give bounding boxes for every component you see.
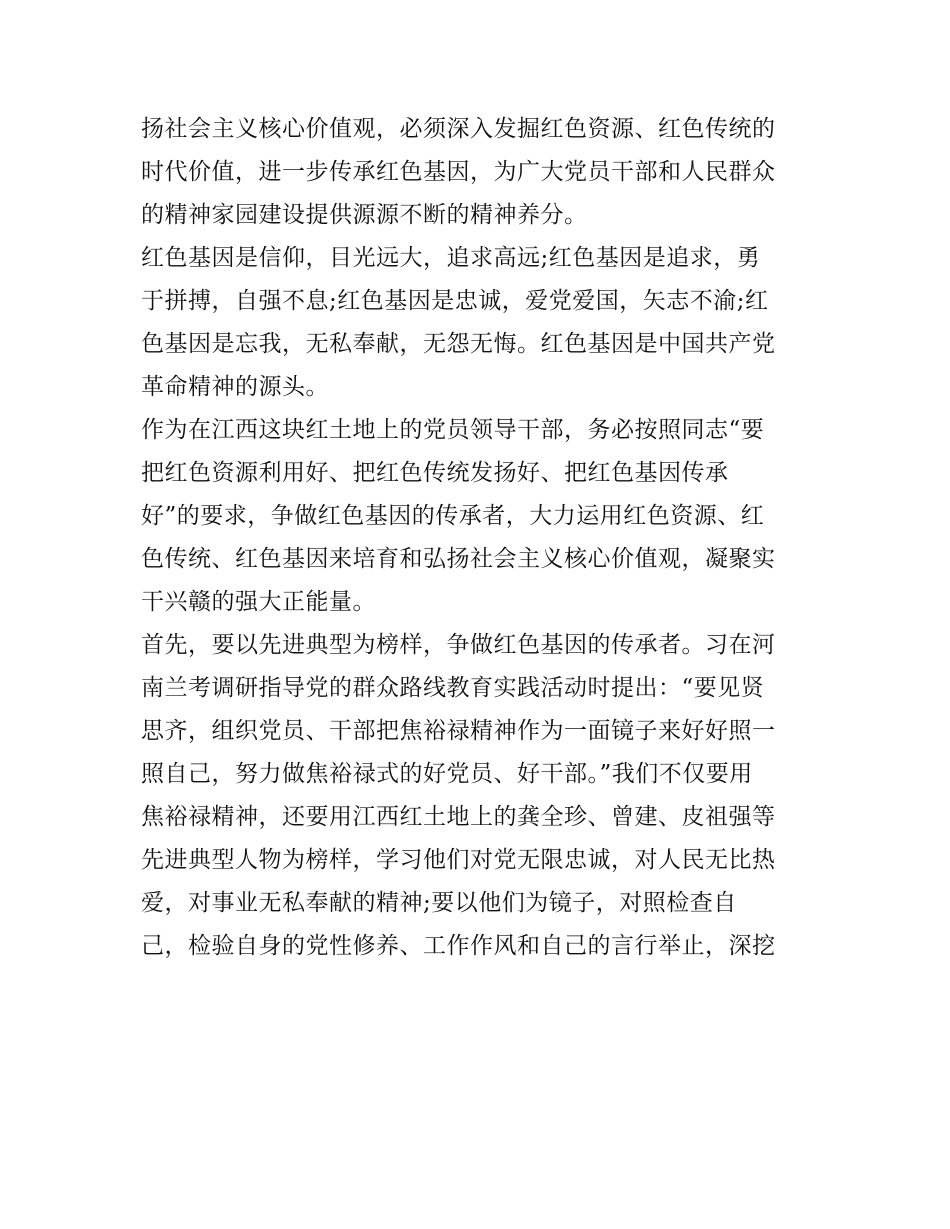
- text-line: 好”的要求，争做红色基因的传承者，大力运用红色资源、红: [141, 503, 765, 529]
- text-line: 红色基因是信仰，目光远大，追求高远;红色基因是追求，勇: [141, 245, 761, 271]
- text-line: 扬社会主义核心价值观，必须深入发掘红色资源、红色传统的: [141, 116, 776, 142]
- text-line: 首先，要以先进典型为榜样，争做红色基因的传承者。习在河: [141, 632, 776, 658]
- text-line: 作为在江西这块红土地上的党员领导干部，务必按照同志“要: [141, 417, 765, 443]
- text-line: 南兰考调研指导党的群众路线教育实践活动时提出：“要见贤: [141, 675, 765, 701]
- text-line: 把红色资源利用好、把红色传统发扬好、把红色基因传承: [141, 460, 729, 486]
- text-line: 照自己，努力做焦裕禄式的好党员、好干部。”我们不仅要用: [141, 761, 753, 787]
- text-line: 色传统、红色基因来培育和弘扬社会主义核心价值观，凝聚实: [141, 546, 776, 572]
- text-line: 的精神家园建设提供源源不断的精神养分。: [141, 202, 588, 228]
- text-line: 爱，对事业无私奉献的精神;要以他们为镜子，对照检查自: [141, 890, 737, 916]
- text-line: 焦裕禄精神，还要用江西红土地上的龚全珍、曾建、皮祖强等: [141, 804, 776, 830]
- text-line: 先进典型人物为榜样，学习他们对党无限忠诚，对人民无比热: [141, 847, 776, 873]
- text-line: 己，检验自身的党性修养、工作作风和自己的言行举止，深挖: [141, 933, 776, 959]
- text-line: 革命精神的源头。: [141, 374, 329, 400]
- document-body: [141, 108, 821, 968]
- text-line: 干兴赣的强大正能量。: [141, 589, 376, 615]
- text-line: 时代价值，进一步传承红色基因，为广大党员干部和人民群众: [141, 159, 776, 185]
- text-line: 于拼搏，自强不息;红色基因是忠诚，爱党爱国，矢志不渝;红: [141, 288, 769, 314]
- text-line: 色基因是忘我，无私奉献，无怨无悔。红色基因是中国共产党: [141, 331, 776, 357]
- text-line: 思齐，组织党员、干部把焦裕禄精神作为一面镜子来好好照一: [141, 718, 776, 744]
